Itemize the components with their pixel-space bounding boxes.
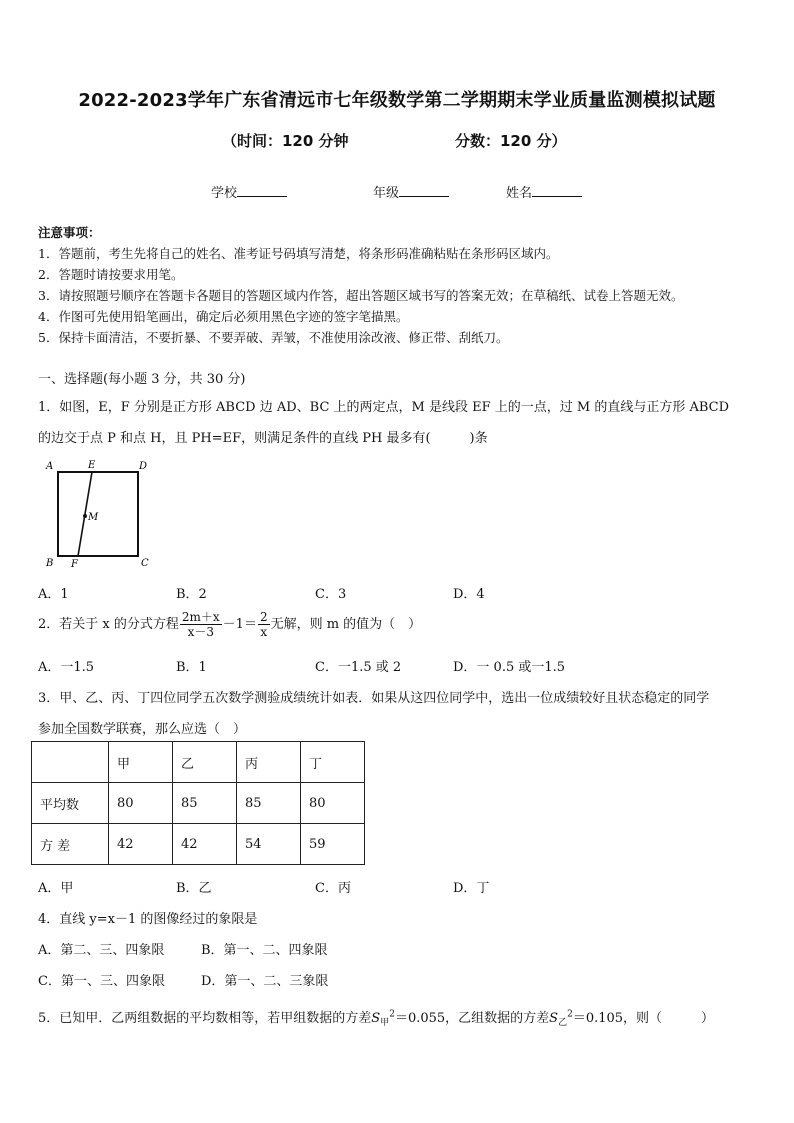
section-heading: 一、选择题(每小题 3 分，共 30 分) bbox=[38, 372, 246, 387]
q1-option-c[interactable]: C．3 bbox=[315, 587, 347, 602]
label-m: M bbox=[88, 512, 99, 523]
table-row bbox=[32, 824, 365, 865]
note-item: 3．请按照题号顺序在答题卡各题目的答题区域内作答，超出答题区域书写的答案无效；在草稿纸、试卷上答题无效。 bbox=[38, 288, 684, 303]
q3-text-line2: 参加全国数学联赛，那么应选（ ） bbox=[38, 722, 247, 737]
q2-option-c[interactable]: C．一1.5 或 2 bbox=[315, 660, 402, 675]
note-item: 5．保持卡面清洁，不要折暴、不要弄破、弄皱，不准使用涂改液、修正带、刮纸刀。 bbox=[38, 330, 509, 345]
q5-value1: ＝0.055，乙组数据的方差 bbox=[394, 1011, 550, 1026]
q2-text bbox=[38, 608, 421, 642]
table-cell: 方 差 bbox=[32, 824, 109, 865]
notes-heading: 注意事项： bbox=[38, 225, 101, 240]
table-cell: 丙 bbox=[237, 742, 301, 783]
q4-option-d[interactable]: D．第一、二、三象限 bbox=[201, 974, 329, 989]
note-item: 1．答题前，考生先将自己的姓名、准考证号码填写清楚，将条形码准确粘贴在条形码区域内。 bbox=[38, 246, 559, 261]
q2-frac1-num: 2m＋x bbox=[181, 610, 220, 624]
table-cell bbox=[32, 742, 109, 783]
q5-text bbox=[38, 1007, 714, 1028]
school-label: 学校 bbox=[211, 186, 238, 201]
q4-option-b[interactable]: B．第一、二、四象限 bbox=[201, 943, 328, 958]
q2-middle: －1＝ bbox=[222, 617, 257, 632]
table-cell: 54 bbox=[237, 824, 301, 865]
q2-frac1-den: x－3 bbox=[187, 625, 214, 639]
table-cell: 85 bbox=[173, 783, 237, 824]
q5-sub-jia: 甲 bbox=[380, 1018, 390, 1028]
table-cell: 甲 bbox=[109, 742, 173, 783]
exam-time: （时间：120 分钟 bbox=[222, 132, 349, 150]
table-cell: 85 bbox=[237, 783, 301, 824]
q1-option-b[interactable]: B．2 bbox=[176, 587, 207, 602]
q4-text: 4．直线 y=x－1 的图像经过的象限是 bbox=[38, 912, 258, 927]
label-e: E bbox=[88, 460, 96, 471]
label-d: D bbox=[139, 461, 148, 472]
table-cell: 平均数 bbox=[32, 783, 109, 824]
table-cell: 59 bbox=[301, 824, 365, 865]
q1-text-line1: 1．如图，E，F 分别是正方形 ABCD 边 AD、BC 上的两定点，M 是线段 EF 上的一点，过 M 的直线与正方形 ABCD bbox=[38, 400, 730, 415]
table-row bbox=[32, 783, 365, 824]
q2-prefix: 2．若关于 x 的分式方程 bbox=[38, 617, 179, 632]
table-cell: 42 bbox=[109, 824, 173, 865]
table-header-row bbox=[32, 742, 365, 783]
q3-option-d[interactable]: D．丁 bbox=[453, 881, 490, 896]
q2-frac2-den: x bbox=[260, 625, 268, 639]
q4-option-c[interactable]: C．第一、三、四象限 bbox=[38, 974, 165, 989]
name-blank[interactable] bbox=[532, 184, 582, 197]
note-item: 2．答题时请按要求用笔。 bbox=[38, 267, 184, 282]
q1-option-d[interactable]: D．4 bbox=[453, 587, 485, 602]
label-c: C bbox=[141, 558, 149, 569]
name-label: 姓名 bbox=[506, 186, 533, 201]
q3-option-c[interactable]: C．丙 bbox=[315, 881, 351, 896]
q3-option-b[interactable]: B．乙 bbox=[176, 881, 212, 896]
q2-frac2-num: 2 bbox=[259, 610, 268, 624]
q5-value2: ＝0.105，则（ ） bbox=[572, 1011, 715, 1026]
q4-option-a[interactable]: A．第二、三、四象限 bbox=[38, 943, 165, 958]
q3-text-line1: 3．甲、乙、丙、丁四位同学五次数学测验成绩统计如表．如果从这四位同学中，选出一位成绩较好且状态稳定的同学 bbox=[38, 691, 710, 706]
table-cell: 80 bbox=[109, 783, 173, 824]
label-a: A bbox=[46, 461, 54, 472]
school-field[interactable] bbox=[211, 182, 287, 201]
label-f: F bbox=[71, 559, 78, 570]
q1-text-line2: 的边交于点 P 和点 H，且 PH=EF，则满足条件的直线 PH 最多有( )条 bbox=[38, 431, 488, 446]
q2-fraction-1 bbox=[180, 610, 222, 639]
name-field[interactable] bbox=[506, 182, 582, 201]
table-cell: 42 bbox=[173, 824, 237, 865]
note-item: 4．作图可先使用铅笔画出，确定后必须用黑色字迹的签字笔描黑。 bbox=[38, 309, 409, 324]
grade-field[interactable] bbox=[373, 182, 449, 201]
q5-s-yi: S bbox=[549, 1011, 559, 1026]
q2-option-d[interactable]: D．一 0.5 或一1.5 bbox=[453, 660, 566, 675]
label-b: B bbox=[46, 558, 54, 569]
q3-score-table bbox=[31, 741, 365, 865]
q2-option-a[interactable]: A．一1.5 bbox=[38, 660, 95, 675]
exam-score: 分数：120 分） bbox=[455, 132, 567, 150]
notes-section bbox=[38, 222, 768, 348]
q1-option-a[interactable]: A．1 bbox=[38, 587, 69, 602]
q5-sup-2: 2 bbox=[567, 1009, 573, 1020]
q1-square-figure bbox=[40, 454, 160, 570]
school-blank[interactable] bbox=[237, 184, 287, 197]
q2-fraction-2 bbox=[258, 610, 270, 639]
q5-part1: 5．已知甲．乙两组数据的平均数相等，若甲组数据的方差 bbox=[38, 1011, 372, 1026]
exam-title: 2022-2023学年广东省清远市七年级数学第二学期期末学业质量监测模拟试题 bbox=[78, 90, 716, 111]
table-cell: 丁 bbox=[301, 742, 365, 783]
q2-suffix: 无解，则 m 的值为（ ） bbox=[270, 617, 422, 632]
q5-sup-1: 2 bbox=[389, 1009, 395, 1020]
grade-blank[interactable] bbox=[399, 184, 449, 197]
grade-label: 年级 bbox=[373, 186, 400, 201]
table-cell: 80 bbox=[301, 783, 365, 824]
q3-option-a[interactable]: A．甲 bbox=[38, 881, 74, 896]
table-cell: 乙 bbox=[173, 742, 237, 783]
q5-sub-yi: 乙 bbox=[558, 1018, 568, 1028]
q5-s-jia: S bbox=[371, 1011, 381, 1026]
point-m bbox=[83, 514, 87, 518]
q2-option-b[interactable]: B．1 bbox=[176, 660, 207, 675]
